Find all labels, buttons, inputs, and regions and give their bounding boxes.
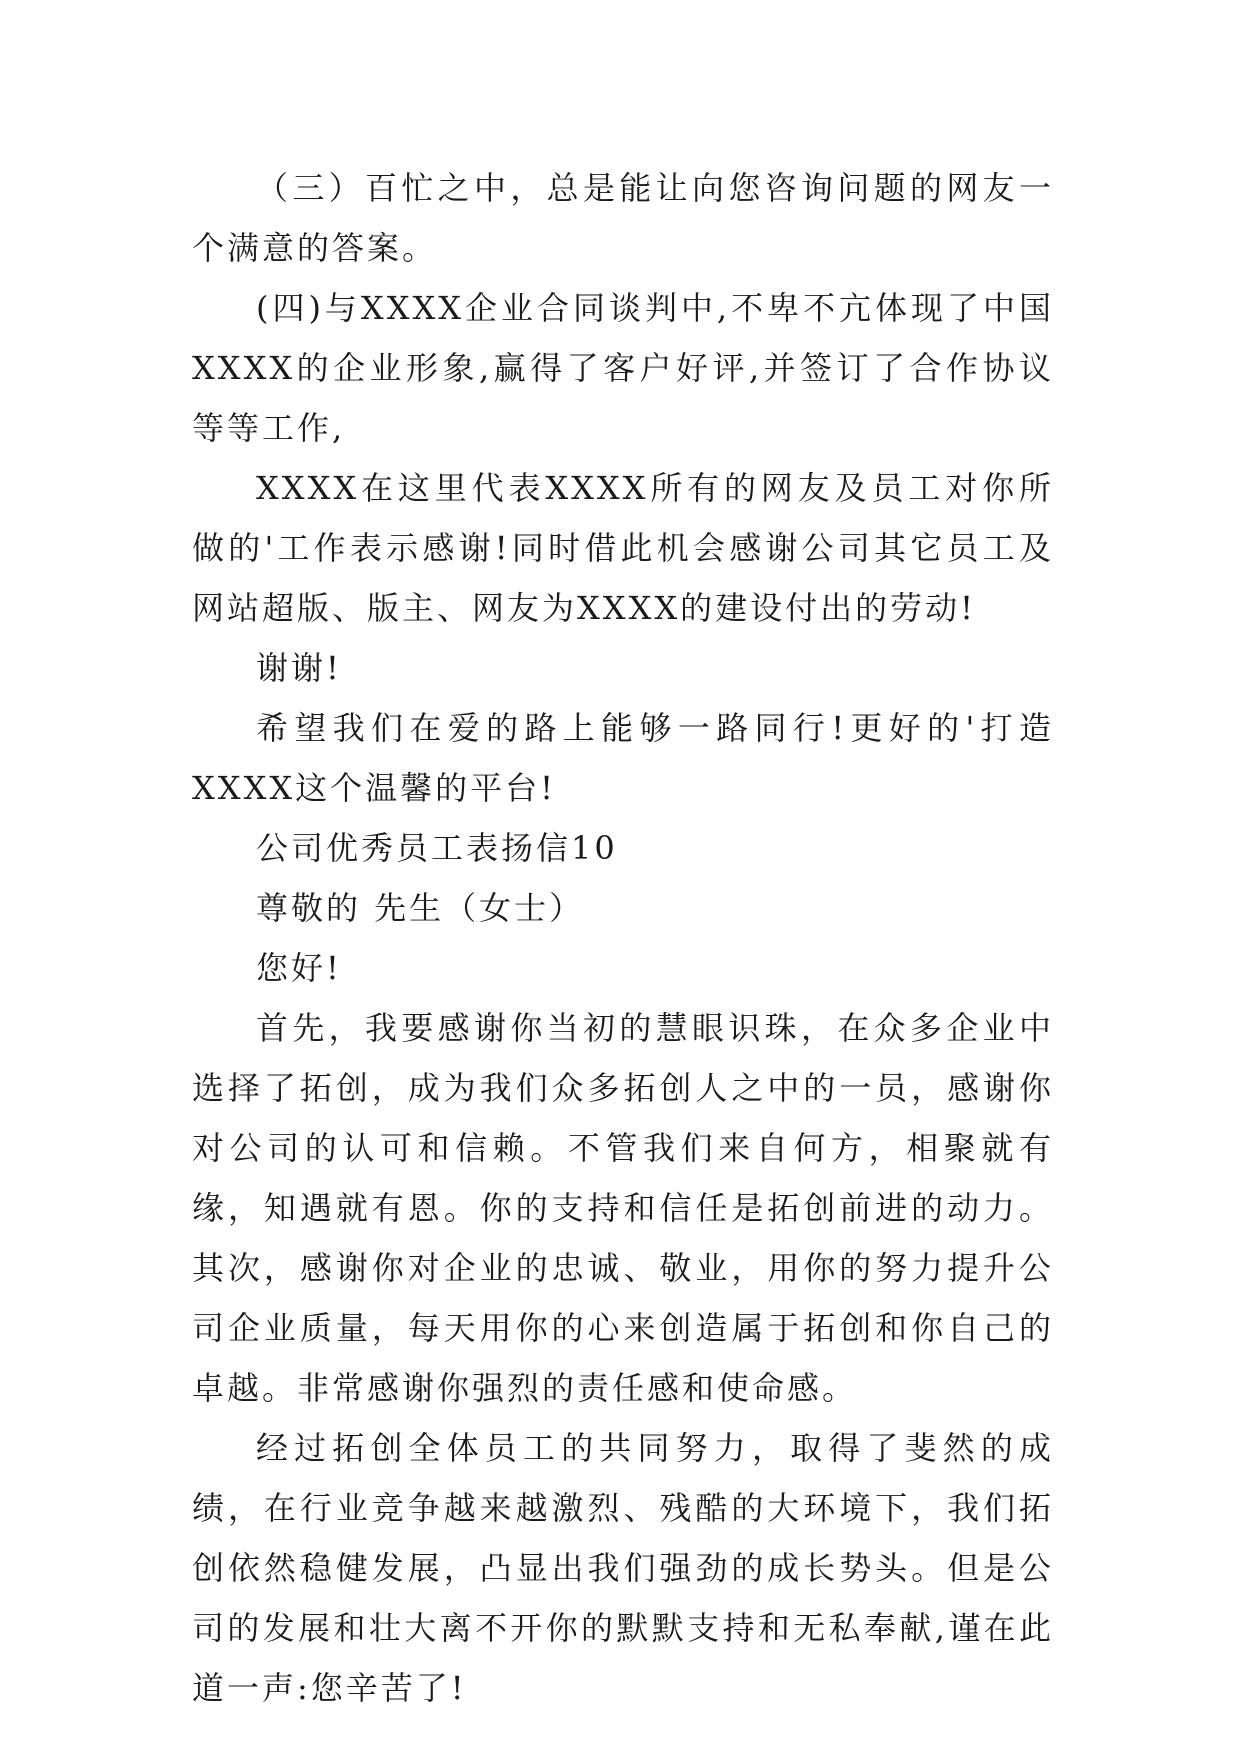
paragraph-ask-answers: （三）百忙之中，总是能让向您咨询问题的网友一个满意的答案。 <box>192 169 1054 267</box>
document-body <box>192 158 1054 1718</box>
paragraph-achievements: 经过拓创全体员工的共同努力，取得了斐然的成绩，在行业竞争越来越激烈、残酷的大环境下，我们拓创依然稳健发展，凸显出我们强劲的成长势头。但是公司的发展和壮大离不开你的默默支持和无私奉献,谨在此道一声:您辛苦了! <box>192 1429 1054 1707</box>
letter-heading: 公司优秀员工表扬信10 <box>256 829 618 867</box>
paragraph-gratitude: 首先，我要感谢你当初的慧眼识珠，在众多企业中选择了拓创，成为我们众多拓创人之中的一员，感谢你对公司的认可和信赖。不管我们来自何方，相聚就有缘，知遇就有恩。你的支持和信任是拓创前进的动力。 其次，感谢你对企业的忠诚、敬业，用你的努力提升公司企业质量，每天用你的心来创造属于拓创和你自己的卓越。非常感谢你强烈的责任感和使命感。 <box>192 1009 1054 1407</box>
paragraph-hope: 希望我们在爱的路上能够一路同行!更好的'打造XXXX这个温馨的平台! <box>192 709 1054 807</box>
paragraph-thanks-representation: XXXX在这里代表XXXX所有的网友及员工对你所做的'工作表示感谢!同时借此机会感谢公司其它员工及网站超版、版主、网友为XXXX的建设付出的劳动! <box>192 469 1054 627</box>
paragraph-thank-you: 谢谢! <box>256 649 342 687</box>
letter-salutation: 尊敬的 先生（女士） <box>256 889 585 927</box>
letter-greeting: 您好! <box>256 949 342 987</box>
paragraph-contract-negotiation: (四)与XXXX企业合同谈判中,不卑不亢体现了中国XXXX的企业形象,赢得了客户好评,并签订了合作协议等等工作, <box>192 289 1054 447</box>
